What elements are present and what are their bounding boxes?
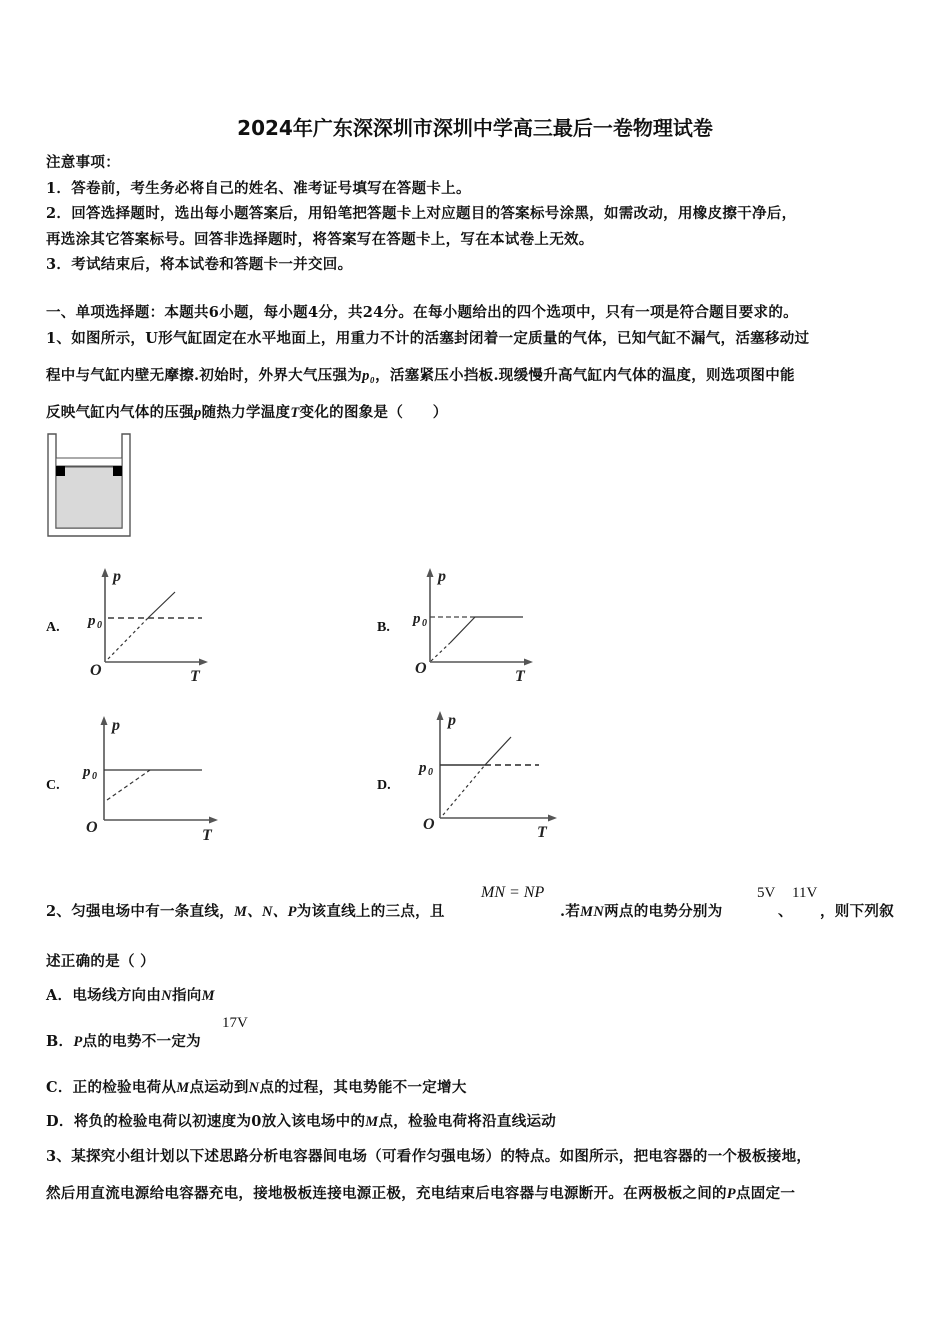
symbol-p: P (726, 1186, 736, 1202)
points-mnp: M、N、P (234, 904, 297, 920)
symbol-n: N (161, 988, 172, 1004)
potential-p: 17V (222, 1015, 248, 1031)
symbol-m: M (365, 1114, 379, 1130)
symbol-n: N (248, 1080, 260, 1096)
potential-n: 11V (792, 885, 818, 901)
option-text: 正的检验电荷从 (72, 1079, 177, 1096)
svg-text:p: p (112, 717, 120, 734)
q1-text: 随热力学温度 (201, 404, 291, 421)
svg-text:T: T (537, 824, 547, 840)
notice-item-2-cont: 再选涂其它答案标号。回答非选择题时，将答案写在答题卡上，写在本试卷上无效。 (46, 231, 594, 248)
option-text: 指向 (171, 987, 202, 1004)
q2-line-1-cont (560, 900, 723, 921)
q1-line-2 (46, 364, 795, 385)
option-text: 将负的检验电荷以初速度为 (73, 1113, 252, 1130)
svg-text:0: 0 (97, 620, 102, 631)
q2-line-1 (46, 900, 445, 921)
svg-text:p: p (88, 613, 96, 629)
option-label: D． (46, 1113, 74, 1130)
option-text: 电场线方向由 (72, 987, 162, 1004)
q2-option-b[interactable] (46, 1030, 201, 1051)
option-c-label[interactable]: C. (46, 778, 60, 793)
option-text: 点的过程，其电势能不一定增大 (259, 1079, 467, 1096)
symbol-m: M (176, 1080, 190, 1096)
q2-line-2: 述正确的是（ ） (46, 953, 155, 970)
graph-option-a[interactable] (80, 565, 215, 685)
q2-option-a[interactable] (46, 984, 215, 1005)
q1-text: ，活塞紧压小挡板.现缓慢升高气缸内气体的温度，则选项图中能 (375, 367, 795, 384)
value-zero: 0 (251, 1113, 262, 1130)
notice-item-2: 2．回答选择题时，选出每小题答案后，用铅笔把答题卡上对应题目的答案标号涂黑，如需改动，用橡皮擦干净后， (46, 205, 797, 222)
symbol-p0: p₀ (362, 368, 376, 384)
svg-text:T: T (202, 827, 212, 844)
stopper-left (56, 466, 65, 476)
svg-text:0: 0 (92, 771, 97, 782)
notice-item-1: 1．答卷前，考生务必将自己的姓名、准考证号填写在答题卡上。 (46, 180, 471, 197)
symbol-p: p (194, 405, 202, 421)
q1-text: 程中与气缸内壁无摩擦.初始时，外界大气压强为 (46, 367, 363, 384)
q2-text: 两点的电势分别为 (604, 903, 723, 920)
notice-heading: 注意事项： (46, 154, 120, 171)
page-title: 2024年广东深深圳市深圳中学高三最后一卷物理试卷 (237, 116, 713, 140)
graph-option-b[interactable] (405, 565, 540, 685)
q1-text: 反映气缸内气体的压强 (46, 404, 194, 421)
section-heading: 一、单项选择题：本题共6小题，每小题4分，共24分。在每小题给出的四个选项中，只有一项是符合题目要求的。 (46, 304, 798, 321)
svg-text:O: O (423, 816, 435, 833)
q2-text: .若 (560, 903, 581, 920)
q1-line-3 (46, 401, 448, 422)
q3-text: 然后用直流电源给电容器充电，接地极板连接电源正极，充电结束后电容器与电源断开。在两极板之间的 (46, 1185, 727, 1202)
svg-text:0: 0 (428, 767, 433, 778)
graph-option-c[interactable] (80, 710, 225, 845)
graph-option-d[interactable] (415, 705, 565, 840)
q3-text: 点固定一 (735, 1185, 796, 1202)
equation-mn-np: MN = NP (481, 884, 545, 901)
q3-line-2 (46, 1182, 795, 1203)
svg-text:O: O (415, 660, 427, 677)
option-label: C． (46, 1079, 73, 1096)
symbol-mn: MN (580, 904, 605, 920)
option-text: 点，检验电荷将沿直线运动 (378, 1113, 557, 1130)
cylinder-figure (46, 432, 134, 540)
svg-text:p: p (448, 712, 456, 729)
stopper-right (113, 466, 122, 476)
svg-text:O: O (86, 819, 98, 836)
q2-text: 2、匀强电场中有一条直线， (46, 903, 234, 920)
notice-item-3: 3．考试结束后，将本试卷和答题卡一并交回。 (46, 256, 353, 273)
option-a-label[interactable]: A. (46, 620, 60, 635)
option-text: 点运动到 (189, 1079, 249, 1096)
svg-text:0: 0 (422, 618, 427, 629)
q2-text: 为该直线上的三点，且 (296, 903, 445, 920)
svg-text:p: p (419, 760, 427, 776)
option-label: A． (46, 987, 73, 1004)
q2-option-d[interactable] (46, 1110, 556, 1131)
option-b-label[interactable]: B. (377, 620, 390, 635)
svg-text:T: T (515, 668, 525, 685)
q3-line-1: 3、某探究小组计划以下述思路分析电容器间电场（可看作匀强电场）的特点。如图所示，把电容器的一个极板接地， (46, 1148, 812, 1165)
option-text: 放入该电场中的 (261, 1113, 366, 1130)
svg-text:O: O (90, 662, 102, 679)
svg-text:p: p (438, 568, 446, 585)
svg-text:T: T (190, 668, 200, 685)
svg-text:p: p (413, 611, 421, 627)
symbol-p: P (73, 1034, 83, 1050)
svg-text:p: p (83, 764, 91, 780)
svg-text:p: p (113, 568, 121, 585)
option-text: 点的电势不一定为 (82, 1033, 201, 1050)
option-label: B． (46, 1033, 74, 1050)
symbol-m: M (201, 988, 215, 1004)
q2-option-c[interactable] (46, 1076, 467, 1097)
potential-m: 5V (757, 885, 776, 901)
separator: 、 (778, 903, 793, 920)
option-d-label[interactable]: D. (377, 778, 391, 793)
q1-text: 变化的图象是（ ） (299, 404, 448, 421)
symbol-T: T (290, 405, 300, 421)
q1-line-1: 1、如图所示，U形气缸固定在水平地面上，用重力不计的活塞封闭着一定质量的气体，已知气缸不漏气，活塞移动过 (46, 330, 810, 347)
q2-line-1-end: ，则下列叙 (820, 903, 894, 920)
